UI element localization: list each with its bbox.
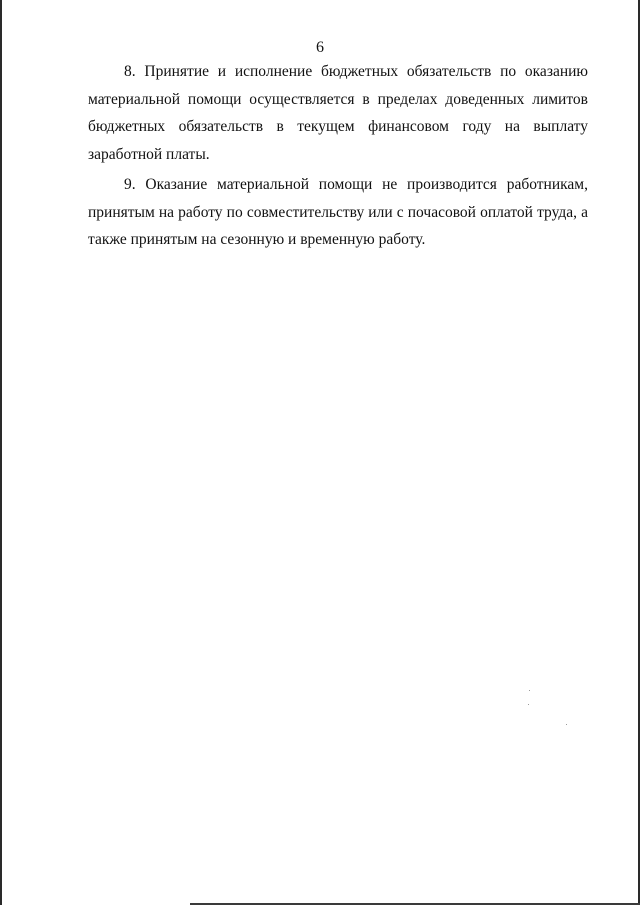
paragraph-9: 9. Оказание материальной помощи не производится работникам, принятым на работу по совместительству или с почасовой оплатой труда, а также принятым на сезонную и временную работу. <box>88 176 588 248</box>
document-body <box>88 58 588 254</box>
page-number: 6 <box>316 39 324 56</box>
scan-noise <box>528 690 530 730</box>
scan-edge-left <box>0 0 2 905</box>
paragraph-8: 8. Принятие и исполнение бюджетных обязательств по оказанию материальной помощи осуществляется в пределах доведенных лимитов бюджетных обязательств в текущем финансовом году на выплату заработной платы. <box>88 63 588 163</box>
